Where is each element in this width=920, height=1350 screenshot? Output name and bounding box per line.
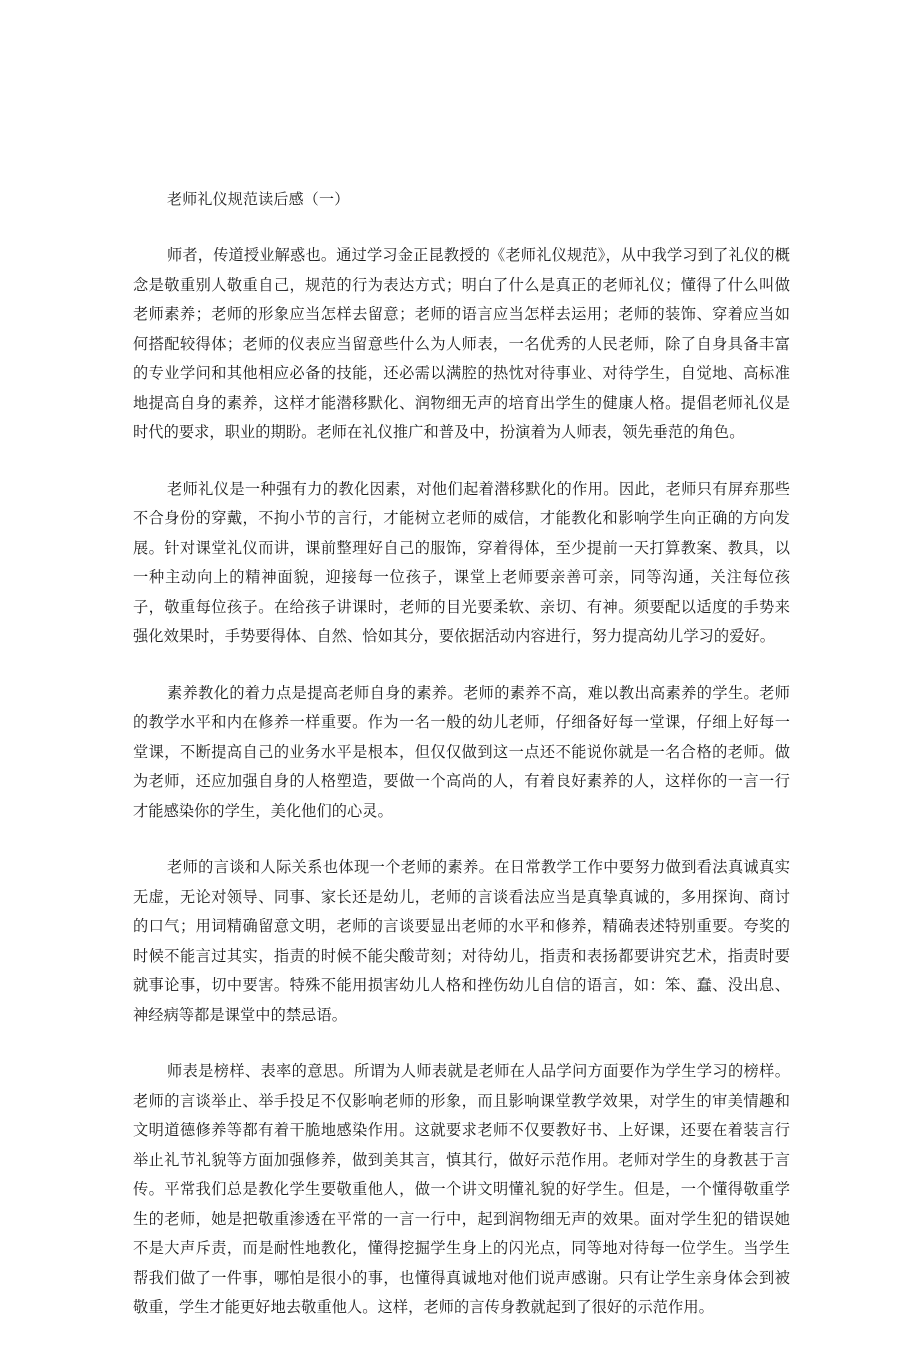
paragraph: 素养教化的着力点是提高老师自身的素养。老师的素养不高，难以教出高素养的学生。老师的教学水平和内在修养一样重要。作为一名一般的幼儿老师，仔细备好每一堂课，仔细上好每一堂课，不断提高自己的业务水平是根本，但仅仅做到这一点还不能说你就是一名合格的老师。做为老师，还应加强自身的人格塑造，要做一个高尚的人，有着良好素养的人，这样你的一言一行才能感染你的学生，美化他们的心灵。 <box>133 683 790 820</box>
paragraph: 老师的言谈和人际关系也体现一个老师的素养。在日常教学工作中要努力做到看法真诚真实无虚，无论对领导、同事、家长还是幼儿，老师的言谈看法应当是真挚真诚的，多用探询、商讨的口气；用词精确留意文明，老师的言谈要显出老师的水平和修养，精确表述特别重要。夸奖的时候不能言过其实，指责的时候不能尖酸苛刻；对待幼儿，指责和表扬都要讲究艺术，指责时要就事论事，切中要害。特殊不能用损害幼儿人格和挫伤幼儿自信的语言，如：笨、蠢、没出息、神经病等都是课堂中的禁忌语。 <box>133 858 790 1024</box>
document-title: 老师礼仪规范读后感（一） <box>167 190 350 208</box>
document-body <box>133 186 790 1350</box>
paragraph: 师者，传道授业解惑也。通过学习金正昆教授的《老师礼仪规范》，从中我学习到了礼仪的概念是敬重别人敬重自己，规范的行为表达方式；明白了什么是真正的老师礼仪；懂得了什么叫做老师素养；老师的形象应当怎样去留意；老师的语言应当怎样去运用；老师的装饰、穿着应当如何搭配较得体；老师的仪表应当留意些什么为人师表，一名优秀的人民老师，除了自身具备丰富的专业学问和其他相应必备的技能，还必需以满腔的热忱对待事业、对待学生，自觉地、高标准地提高自身的素养，这样才能潜移默化、润物细无声的培育出学生的健康人格。提倡老师礼仪是时代的要求，职业的期盼。老师在礼仪推广和普及中，扮演着为人师表，领先垂范的角色。 <box>133 246 790 441</box>
paragraph: 师表是榜样、表率的意思。所谓为人师表就是老师在人品学问方面要作为学生学习的榜样。老师的言谈举止、举手投足不仅影响老师的形象，而且影响课堂教学效果，对学生的审美情趣和文明道德修养等都有着干脆地感染作用。这就要求老师不仅要教好书、上好课，还要在着装言行举止礼节礼貌等方面加强修养，做到美其言，慎其行，做好示范作用。老师对学生的身教甚于言传。平常我们总是教化学生要敬重他人，做一个讲文明懂礼貌的好学生。但是，一个懂得敬重学生的老师，她是把敬重渗透在平常的一言一行中，起到润物细无声的效果。面对学生犯的错误她不是大声斥责，而是耐性地教化，懂得挖掘学生身上的闪光点，同等地对待每一位学生。当学生帮我们做了一件事，哪怕是很小的事，也懂得真诚地对他们说声感谢。只有让学生亲身体会到被敬重，学生才能更好地去敬重他人。这样，老师的言传身教就起到了很好的示范作用。 <box>133 1062 790 1316</box>
paragraph: 老师礼仪是一种强有力的教化因素，对他们起着潜移默化的作用。因此，老师只有屏弃那些不合身份的穿戴，不拘小节的言行，才能树立老师的威信，才能教化和影响学生向正确的方向发展。针对课堂礼仪而讲，课前整理好自己的服饰，穿着得体，至少提前一天打算教案、教具，以一种主动向上的精神面貌，迎接每一位孩子，课堂上老师要亲善可亲，同等沟通，关注每位孩子，敬重每位孩子。在给孩子讲课时，老师的目光要柔软、亲切、有神。须要配以适度的手势来强化效果时，手势要得体、自然、恰如其分，要依据活动内容进行，努力提高幼儿学习的爱好。 <box>133 479 790 645</box>
